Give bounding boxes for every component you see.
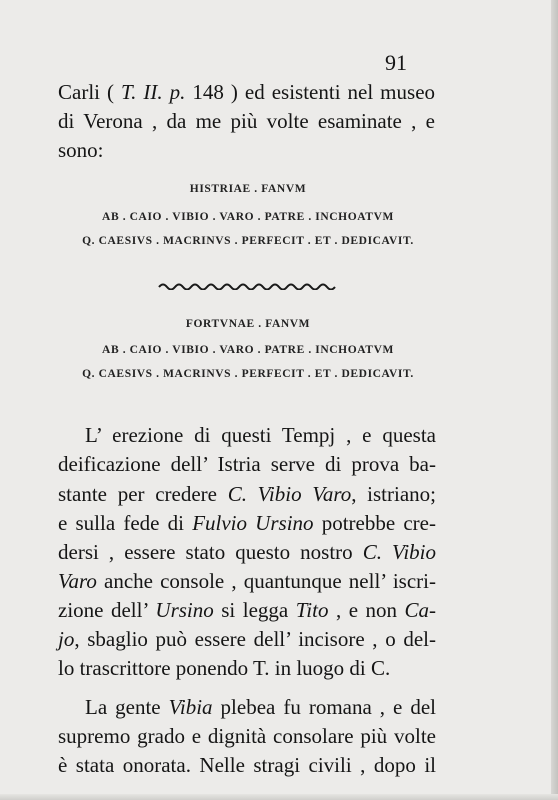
inscription-line: Q. CAESIVS . MACRINVS . PERFECIT . ET . DEDICAVIT. xyxy=(82,368,414,380)
inscription-line: FORTVNAE . FANVM xyxy=(185,318,311,330)
text-line: supremo grado e dignità consolare più volte xyxy=(58,724,436,748)
text-line: La gente Vibia plebea fu romana , e del xyxy=(85,695,436,719)
inscription-line: HISTRIAE . FANVM xyxy=(189,183,307,195)
text-line: è stata onorata. Nelle stragi civili , dopo il xyxy=(58,753,436,777)
inscription-line: AB . CAIO . VIBIO . VARO . PATRE . INCHOATVM xyxy=(102,344,394,356)
text-line: lo trascrittore ponendo T. in luogo di C. xyxy=(58,656,391,680)
text-line: dersi , essere stato questo nostro C. Vibio xyxy=(58,540,436,564)
inscription-line: AB . CAIO . VIBIO . VARO . PATRE . INCHOATVM xyxy=(102,211,394,223)
text-line: zione dell’ Ursino si legga Tito , e non Ca- xyxy=(58,598,437,622)
text-line: jo, sbaglio può essere dell’ incisore , o del- xyxy=(58,627,436,651)
text-line: Varo anche console , quantunque nell’ iscri- xyxy=(58,569,436,593)
text-line: Carli ( T. II. p. 148 ) ed esistenti nel museo xyxy=(58,80,436,104)
text-line: stante per credere C. Vibio Varo, istriano; xyxy=(58,482,437,506)
page-number: 91 xyxy=(385,50,407,75)
inscription-line: Q. CAESIVS . MACRINVS . PERFECIT . ET . DEDICAVIT. xyxy=(82,235,414,247)
ornamental-divider xyxy=(157,282,339,290)
text-line: L’ erezione di questi Tempj , e questa xyxy=(85,423,436,447)
page-edge xyxy=(551,0,558,800)
text-line: di Verona , da me più volte esaminate , e xyxy=(58,109,435,133)
text-line: sono: xyxy=(58,138,104,162)
text-line: deificazione dell’ Istria serve di prova ba- xyxy=(58,452,436,476)
text-line: e sulla fede di Fulvio Ursino potrebbe cre- xyxy=(58,511,436,535)
page-edge-bottom xyxy=(0,794,558,800)
